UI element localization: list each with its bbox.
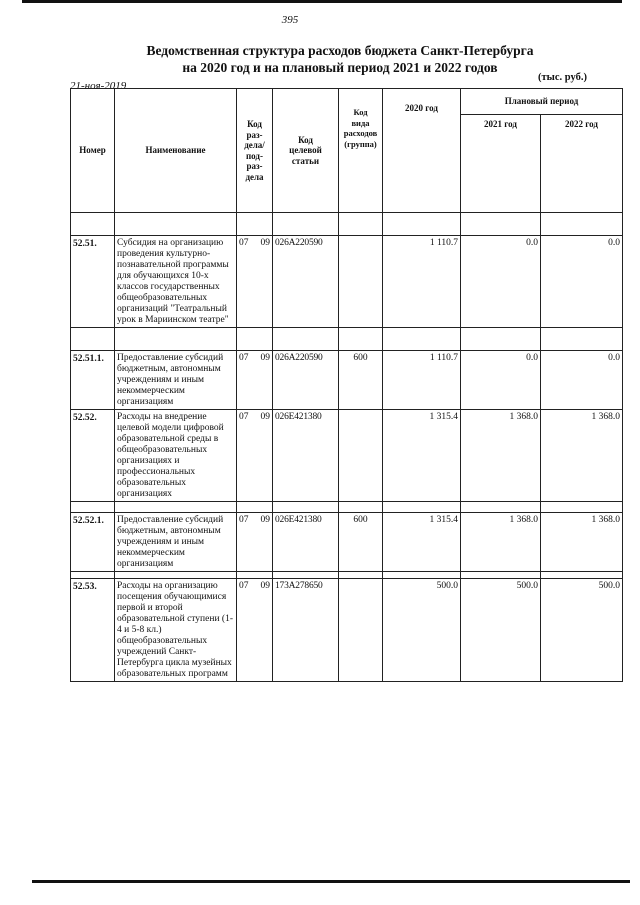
row-name: Субсидия на организацию проведения культурно-познавательной программы для обучающихся 10-х классов государственных общеобразовательных организаций "Театральный урок в Мариинском театре" xyxy=(115,236,237,328)
row-amount-2020: 1 315.4 xyxy=(383,410,461,502)
units-label: (тыс. руб.) xyxy=(538,72,587,83)
row-expense-type xyxy=(339,410,383,502)
header-vr-line: (группа) xyxy=(344,138,377,149)
row-amount-2020: 1 110.7 xyxy=(383,236,461,328)
spacer-row xyxy=(71,328,623,351)
row-amount-2022: 1 368.0 xyxy=(541,513,623,572)
header-planned-period: Плановый период xyxy=(461,89,623,115)
row-name: Предоставление субсидий бюджетным, автономным учреждениям и иным некоммерческим организациям xyxy=(115,351,237,410)
header-section-line: под- xyxy=(246,150,263,161)
row-razdel: 07 xyxy=(239,353,249,363)
row-podrazdel: 09 xyxy=(260,515,270,525)
top-border-line xyxy=(22,0,622,3)
row-section-code xyxy=(237,351,273,410)
header-section-line: дела xyxy=(245,171,264,182)
row-name: Расходы на внедрение целевой модели цифровой образовательной среды в общеобразовательных организациях и профессиональных образовательных организациях xyxy=(115,410,237,502)
row-amount-2021: 500.0 xyxy=(461,579,541,682)
header-year-2021: 2021 год xyxy=(461,115,541,213)
row-target-code: 173А278650 xyxy=(273,579,339,682)
table-row xyxy=(71,410,623,502)
header-vr-line: вида xyxy=(351,117,370,128)
header-target-line: Код xyxy=(298,134,313,145)
row-target-code: 026Е421380 xyxy=(273,410,339,502)
row-amount-2021: 1 368.0 xyxy=(461,410,541,502)
row-name: Предоставление субсидий бюджетным, автономным учреждениям и иным некоммерческим организациям xyxy=(115,513,237,572)
row-expense-type: 600 xyxy=(339,351,383,410)
header-target-line: целевой xyxy=(289,145,322,156)
title-line-2: на 2020 год и на плановый период 2021 и 2022 годов xyxy=(182,60,498,75)
table-row xyxy=(71,351,623,410)
row-amount-2021: 0.0 xyxy=(461,236,541,328)
row-number: 52.51. xyxy=(71,236,115,328)
row-expense-type xyxy=(339,236,383,328)
row-name: Расходы на организацию посещения обучающимися первой и второй образовательной ступени (1-4 и 5-8 кл.) общеобразовательных учреждений Санкт-Петербурга цикла музейных образовательных программ xyxy=(115,579,237,682)
header-section-line: дела/ xyxy=(244,140,265,150)
row-amount-2022: 1 368.0 xyxy=(541,410,623,502)
row-section-code xyxy=(237,410,273,502)
row-section-code xyxy=(237,236,273,328)
row-razdel: 07 xyxy=(239,515,249,525)
row-podrazdel: 09 xyxy=(260,581,270,591)
table-row xyxy=(71,579,623,682)
header-target-line: статьи xyxy=(291,155,320,166)
row-amount-2020: 1 315.4 xyxy=(383,513,461,572)
row-expense-type xyxy=(339,579,383,682)
spacer-row xyxy=(71,502,623,513)
header-section-code xyxy=(237,89,273,213)
row-podrazdel: 09 xyxy=(260,238,270,248)
row-amount-2022: 0.0 xyxy=(541,351,623,410)
row-section-code xyxy=(237,513,273,572)
row-amount-2021: 0.0 xyxy=(461,351,541,410)
header-number: Номер xyxy=(71,89,115,213)
row-razdel: 07 xyxy=(239,238,249,248)
spacer-row xyxy=(71,572,623,579)
row-target-code: 026А220590 xyxy=(273,236,339,328)
row-podrazdel: 09 xyxy=(260,412,270,422)
document-title xyxy=(100,42,580,76)
header-section-line: Код xyxy=(247,119,262,129)
header-vr-line: Код xyxy=(353,107,368,117)
header-target-code xyxy=(273,89,339,213)
row-amount-2020: 500.0 xyxy=(383,579,461,682)
row-razdel: 07 xyxy=(239,581,249,591)
row-number: 52.52.1. xyxy=(71,513,115,572)
row-podrazdel: 09 xyxy=(260,353,270,363)
budget-table xyxy=(70,88,623,682)
title-line-1: Ведомственная структура расходов бюджета Санкт-Петербурга xyxy=(146,43,534,58)
row-amount-2021: 1 368.0 xyxy=(461,513,541,572)
row-target-code: 026Е421380 xyxy=(273,513,339,572)
header-year-2022: 2022 год xyxy=(541,115,623,213)
table-row xyxy=(71,513,623,572)
document-date: 21-ноя-2019 xyxy=(70,80,127,92)
header-expense-type-code xyxy=(339,89,383,213)
row-section-code xyxy=(237,579,273,682)
bottom-border-line xyxy=(32,880,630,883)
row-expense-type: 600 xyxy=(339,513,383,572)
header-name: Наименование xyxy=(115,89,237,213)
row-number: 52.53. xyxy=(71,579,115,682)
row-amount-2020: 1 110.7 xyxy=(383,351,461,410)
table-row xyxy=(71,236,623,328)
header-vr-line: расходов xyxy=(343,128,378,138)
row-amount-2022: 0.0 xyxy=(541,236,623,328)
page-number: 395 xyxy=(281,14,299,26)
row-target-code: 026А220590 xyxy=(273,351,339,410)
header-section-line: раз- xyxy=(246,129,263,140)
row-number: 52.52. xyxy=(71,410,115,502)
header-section-line: раз- xyxy=(246,161,263,171)
row-razdel: 07 xyxy=(239,412,249,422)
row-number: 52.51.1. xyxy=(71,351,115,410)
budget-table-wrapper xyxy=(70,88,622,682)
header-year-2020: 2020 год xyxy=(383,89,461,213)
spacer-row xyxy=(71,213,623,236)
row-amount-2022: 500.0 xyxy=(541,579,623,682)
